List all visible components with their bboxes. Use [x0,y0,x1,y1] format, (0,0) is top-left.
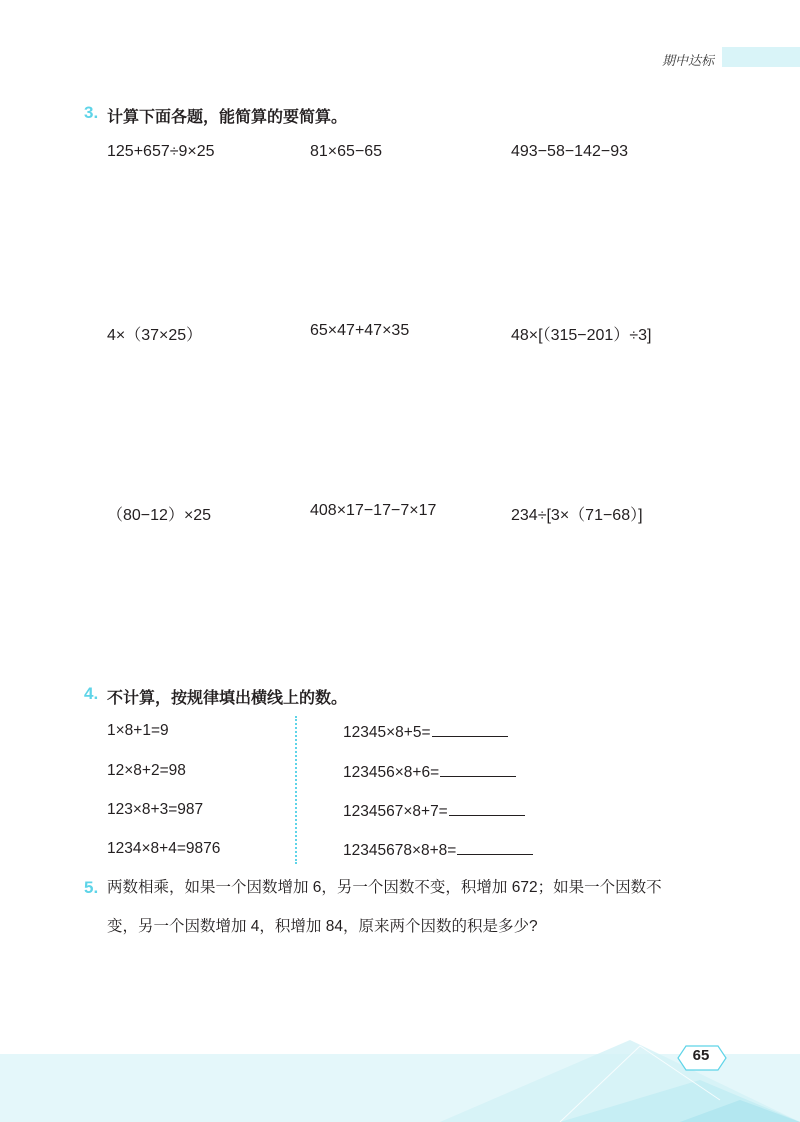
expression-9: 234÷[3×（71−68）] [511,507,643,524]
expression-6: 48×[（315−201）÷3] [511,327,652,344]
answer-blank-1[interactable] [432,722,508,737]
question-4-prompt: 不计算，按规律填出横线上的数。 [107,690,348,707]
expression-5: 65×47+47×35 [310,322,410,339]
expression-4: 4×（37×25） [107,327,203,344]
pattern-right-2-text: 123456×8+6= [343,764,440,781]
expression-8: 408×17−17−7×17 [310,502,437,519]
section-title: 期中达标 [662,53,715,68]
pattern-right-4-text: 12345678×8+8= [343,842,457,859]
pattern-left-4: 1234×8+4=9876 [107,840,221,857]
question-3-number: 3. [84,103,99,122]
pattern-right-2 [343,762,516,782]
pattern-right-1-text: 12345×8+5= [343,724,431,741]
pattern-left-2: 12×8+2=98 [107,762,186,779]
pattern-right-4 [343,840,533,860]
question-3-prompt: 计算下面各题，能简算的要简算。 [107,109,348,126]
expression-7: （80−12）×25 [107,507,212,524]
expression-1: 125+657÷9×25 [107,143,215,160]
pattern-left-1: 1×8+1=9 [107,722,169,739]
footer-decoration [0,1040,800,1122]
page-number: 65 [692,1047,710,1064]
pattern-right-3 [343,801,525,821]
header-accent-band [722,47,800,67]
question-5-line-2: 变，另一个因数增加 4，积增加 84，原来两个因数的积是多少? [107,918,538,935]
answer-blank-3[interactable] [449,801,525,816]
answer-blank-2[interactable] [440,762,516,777]
pattern-right-1 [343,722,508,742]
column-divider [295,716,297,864]
answer-blank-4[interactable] [457,840,533,855]
expression-3: 493−58−142−93 [511,143,629,160]
pattern-right-3-text: 1234567×8+7= [343,803,448,820]
question-5-line-1: 两数相乘，如果一个因数增加 6，另一个因数不变，积增加 672；如果一个因数不 [107,879,662,896]
question-5-number: 5. [84,878,99,897]
expression-2: 81×65−65 [310,143,383,160]
question-4-number: 4. [84,684,99,703]
pattern-left-3: 123×8+3=987 [107,801,204,818]
